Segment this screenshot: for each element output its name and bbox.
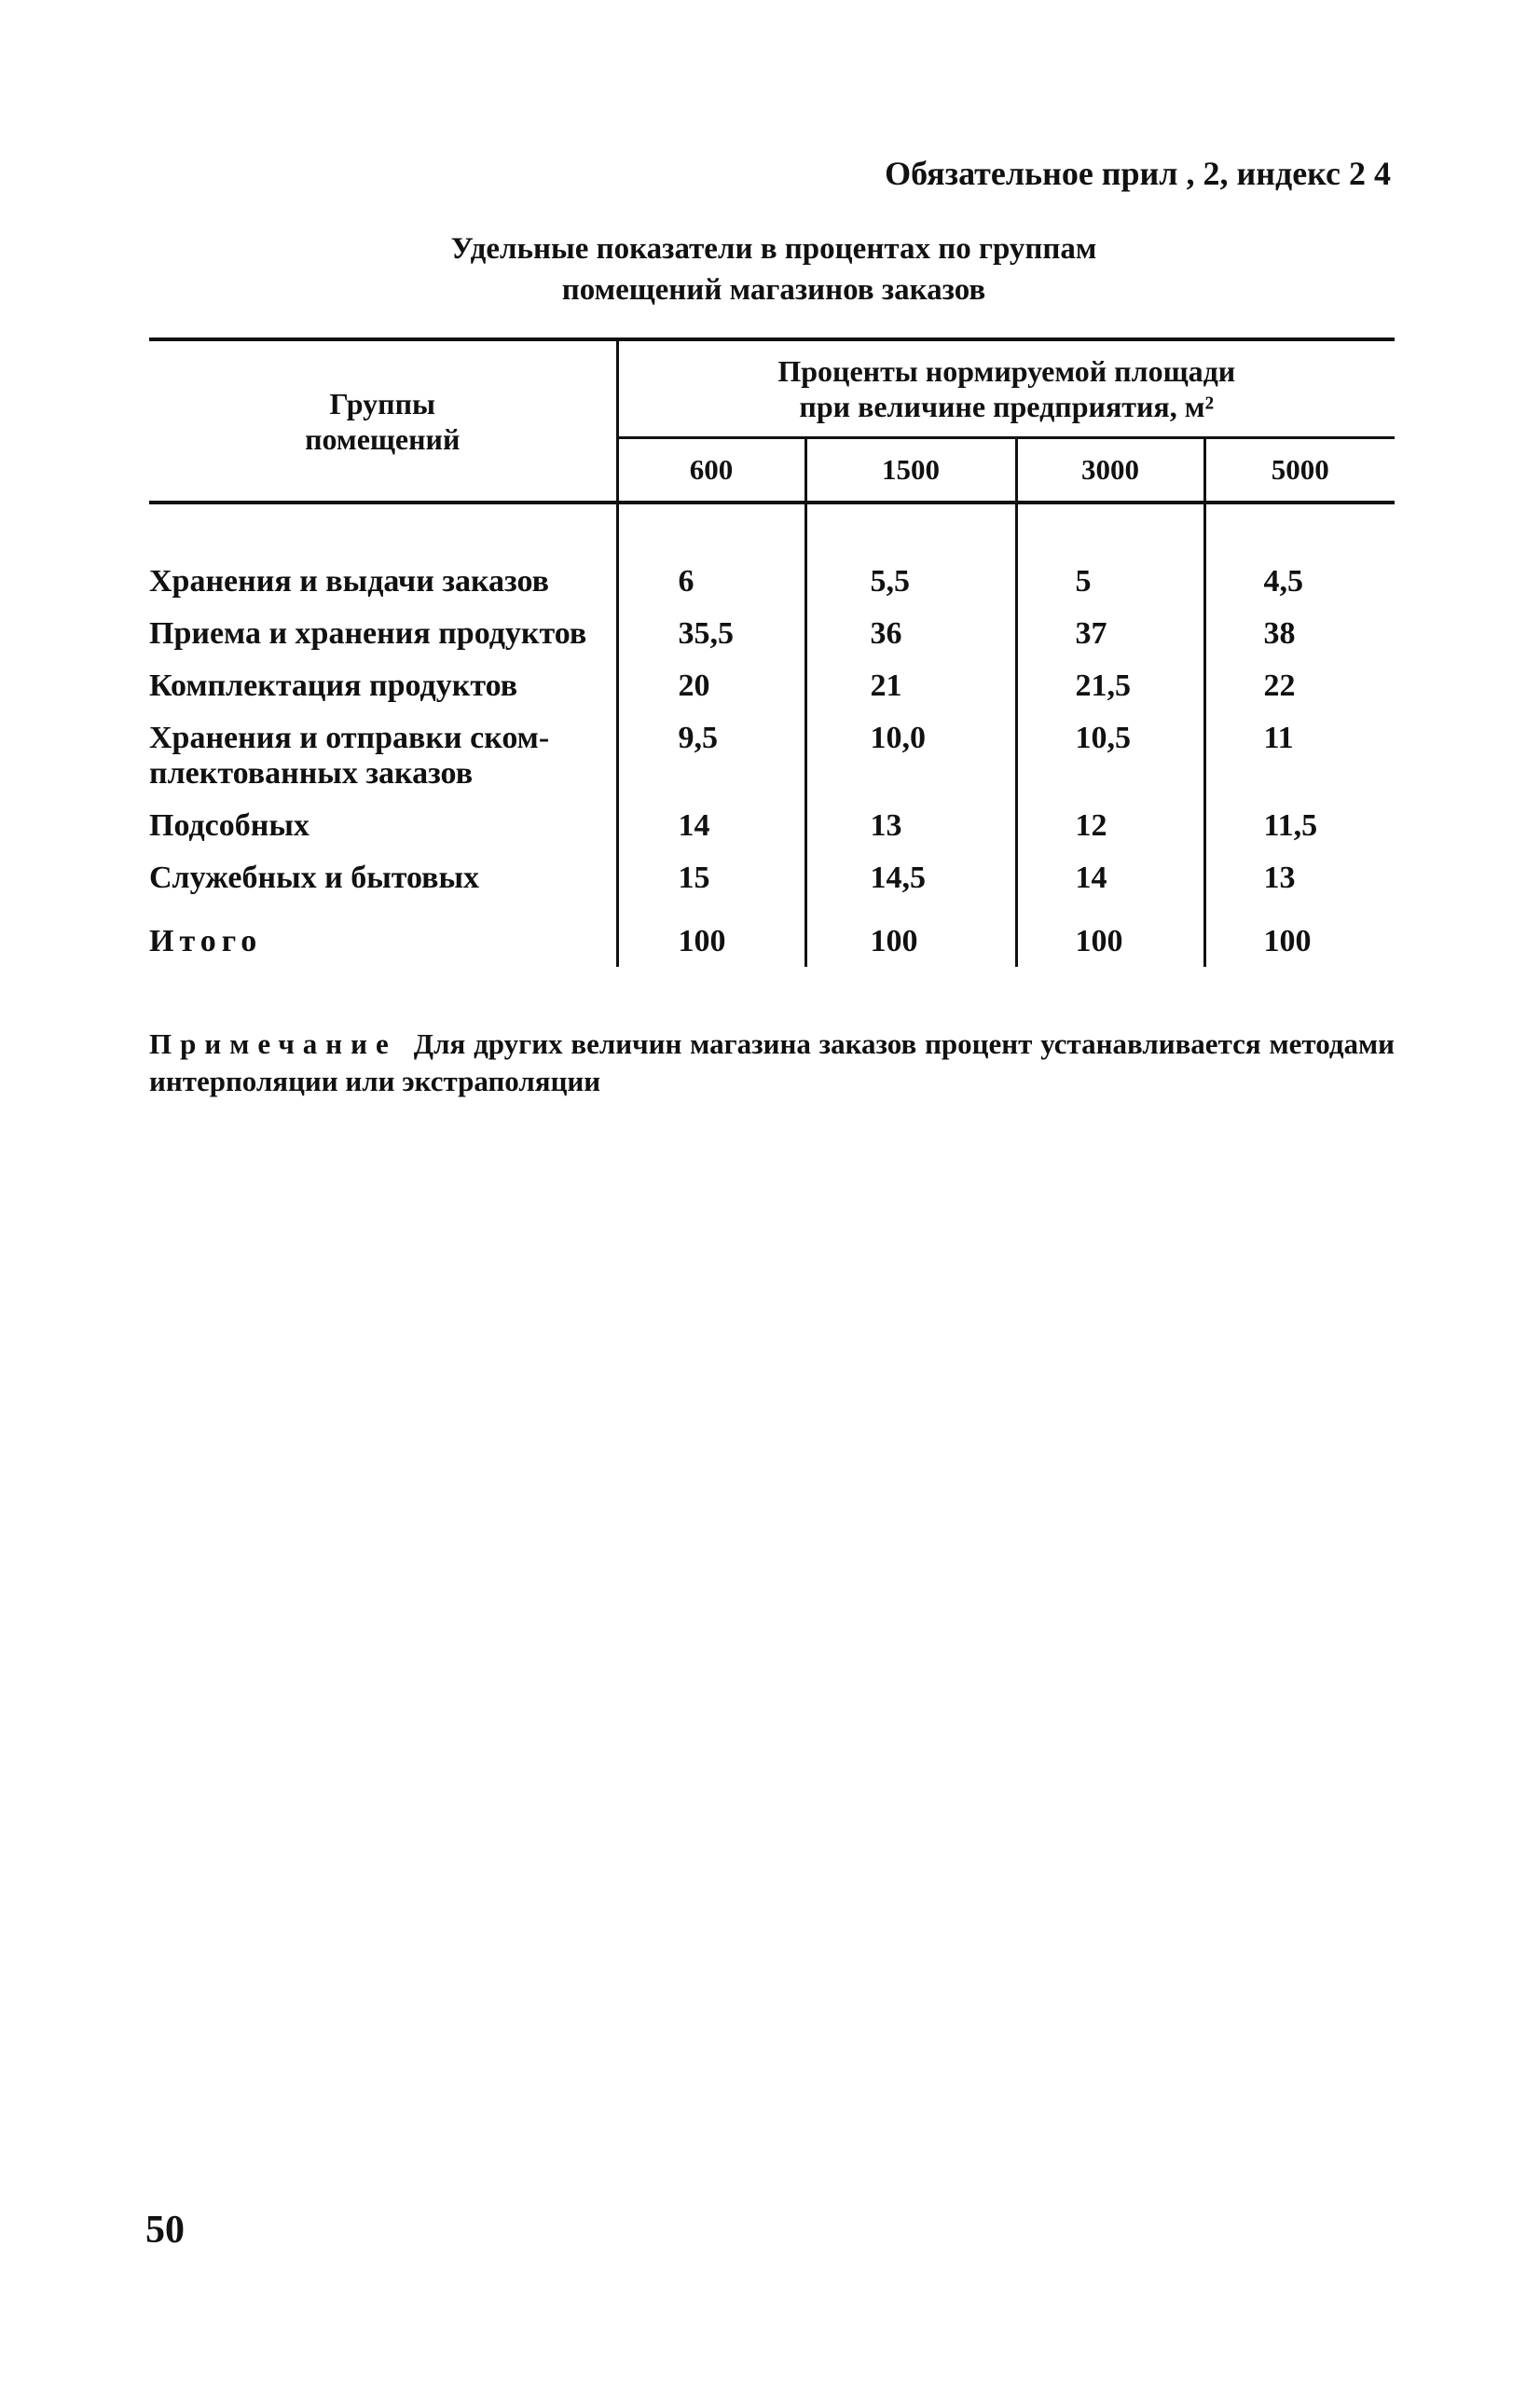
row-label-line-1: Хранения и отправки ском- <box>149 721 550 755</box>
row-label <box>149 708 617 795</box>
row-label: Комплектация продуктов <box>149 655 617 708</box>
cell-1500: 5,5 <box>805 551 1016 603</box>
table-row <box>149 551 1395 603</box>
cell-3000: 12 <box>1016 795 1204 847</box>
note-label: Примечание <box>149 1027 397 1060</box>
column-header-600: 600 <box>617 438 805 503</box>
group-column-header-line-2: помещений <box>305 421 461 456</box>
cell-1500: 36 <box>805 603 1016 655</box>
cell-3000: 37 <box>1016 603 1204 655</box>
data-table <box>149 338 1395 967</box>
cell-3000: 10,5 <box>1016 708 1204 795</box>
table-row <box>149 795 1395 847</box>
cell-1500: 10,0 <box>805 708 1016 795</box>
cell-3000: 14 <box>1016 847 1204 900</box>
appendix-reference: Обязательное прил , 2, индекс 2 4 <box>885 155 1391 192</box>
percent-span-header-line-1: Проценты нормируемой площади <box>777 354 1236 388</box>
cell-600: 9,5 <box>678 721 718 755</box>
total-1500: 100 <box>805 900 1016 967</box>
cell-3000: 21,5 <box>1016 655 1204 708</box>
note-text: Для других величин магазина заказов процент устанавливается методами интерполяции или экстраполяции <box>149 1027 1395 1097</box>
table-row <box>149 655 1395 708</box>
cell-600: 20 <box>678 668 710 703</box>
cell-5000: 22 <box>1204 655 1395 708</box>
cell-600: 35,5 <box>678 616 734 651</box>
row-label-line-2: плектованных заказов <box>149 756 474 791</box>
percent-span-header-line-2: при величине предприятия, м² <box>799 390 1215 423</box>
total-600: 100 <box>678 924 726 958</box>
cell-5000: 11,5 <box>1204 795 1395 847</box>
cell-600: 14 <box>678 808 710 843</box>
row-label: Служебных и бытовых <box>149 847 617 900</box>
percent-span-header <box>617 339 1395 438</box>
row-label: Подсобных <box>149 795 617 847</box>
cell-5000: 13 <box>1204 847 1395 900</box>
column-header-3000: 3000 <box>1016 438 1204 503</box>
table-row <box>149 603 1395 655</box>
group-column-header <box>149 339 617 503</box>
row-label: Хранения и выдачи заказов <box>149 551 617 603</box>
cell-1500: 13 <box>805 795 1016 847</box>
total-3000: 100 <box>1016 900 1204 967</box>
table-title-line-1: Удельные показатели в процентах по группам <box>450 232 1097 266</box>
cell-3000: 5 <box>1016 551 1204 603</box>
cell-5000: 38 <box>1204 603 1395 655</box>
total-label: Итого <box>149 900 617 967</box>
page-number: 50 <box>145 2209 185 2252</box>
total-5000: 100 <box>1204 900 1395 967</box>
cell-600: 15 <box>678 861 710 895</box>
cell-600: 6 <box>678 564 694 599</box>
total-row <box>149 900 1395 967</box>
row-label: Приема и хранения продуктов <box>149 603 617 655</box>
table-row <box>149 708 1395 795</box>
column-header-1500: 1500 <box>805 438 1016 503</box>
table-note <box>149 1026 1395 1100</box>
cell-5000: 11 <box>1204 708 1395 795</box>
group-column-header-line-1: Группы <box>329 386 436 420</box>
cell-1500: 14,5 <box>805 847 1016 900</box>
table-row <box>149 847 1395 900</box>
table-title <box>149 228 1398 310</box>
table-title-line-2: помещений магазинов заказов <box>561 273 986 307</box>
cell-5000: 4,5 <box>1204 551 1395 603</box>
column-header-5000: 5000 <box>1204 438 1395 503</box>
cell-1500: 21 <box>805 655 1016 708</box>
